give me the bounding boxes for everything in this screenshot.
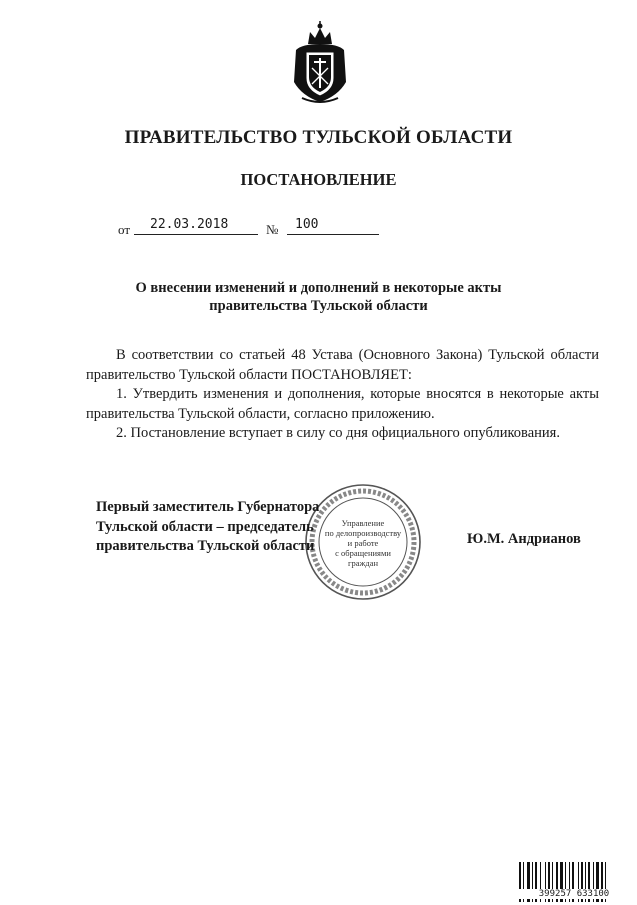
subject-line-1: О внесении изменений и дополнений в некоторые акты xyxy=(135,280,502,296)
document-subject xyxy=(0,279,637,315)
body-paragraph-1: В соответствии со статьей 48 Устава (Основного Закона) Тульской области правительство Тульской области ПОСТАНОВЛЯЕТ: xyxy=(86,347,599,383)
number-underline xyxy=(287,234,379,235)
body-paragraph-3: 2. Постановление вступает в силу со дня официального опубликования. xyxy=(116,425,560,441)
stamp-line-4: с обращениями xyxy=(335,548,391,558)
date-underline xyxy=(134,234,258,235)
stamp-line-5: граждан xyxy=(347,558,379,568)
stamp-line-1: Управление xyxy=(341,518,385,528)
coat-of-arms-emblem xyxy=(288,20,352,106)
position-line-1: Первый заместитель Губернатора xyxy=(96,499,320,515)
stamp-line-3: и работе xyxy=(347,538,379,548)
date-label: от xyxy=(118,222,131,237)
government-title: ПРАВИТЕЛЬСТВО ТУЛЬСКОЙ ОБЛАСТИ xyxy=(124,127,513,148)
signatory-position xyxy=(96,498,319,557)
body-paragraph-2: 1. Утвердить изменения и дополнения, которые вносятся в некоторые акты правительства Тульской области, согласно приложению. xyxy=(86,386,599,422)
subject-line-2: правительства Тульской области xyxy=(209,298,428,314)
signatory-name: Ю.М. Андрианов xyxy=(467,531,581,547)
position-line-2: Тульской области – председатель xyxy=(96,518,314,535)
stamp-text xyxy=(311,518,415,568)
position-line-3: правительства Тульской области xyxy=(96,538,315,554)
barcode-number: 399257 633100 xyxy=(519,889,629,899)
document-body xyxy=(86,346,599,444)
document-type: ПОСТАНОВЛЕНИЕ xyxy=(240,170,397,189)
document-date: 22.03.2018 xyxy=(150,217,229,232)
document-number: 100 xyxy=(295,217,319,232)
stamp-line-2: по делопроизводству xyxy=(324,528,402,538)
number-label: № xyxy=(266,222,279,237)
